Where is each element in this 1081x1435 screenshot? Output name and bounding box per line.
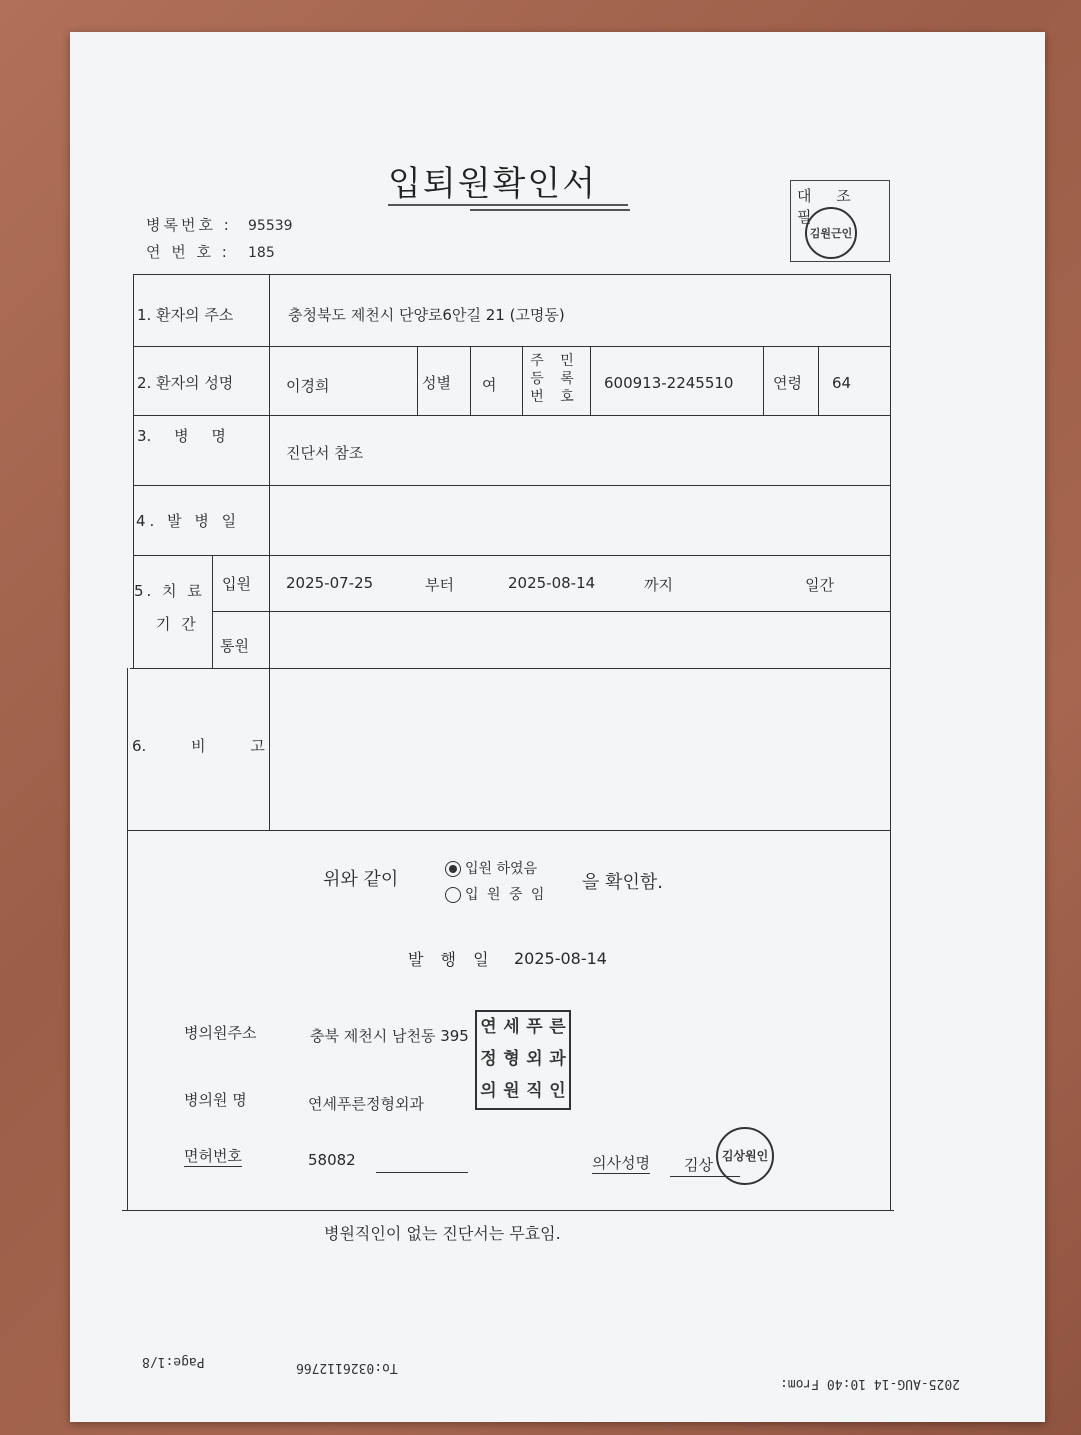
license-label: 면허번호: [184, 1147, 242, 1165]
seal-char: 의: [480, 1081, 497, 1101]
seal-char: 푸: [526, 1017, 543, 1037]
patient-address: 충청북도 제천시 단양로6안길 21 (고명동): [288, 306, 565, 324]
seal-char: 외: [526, 1049, 543, 1069]
inpatient-label: 입원: [222, 575, 251, 593]
seal-char: 원: [503, 1081, 520, 1101]
onset-label: 4. 발 병 일: [136, 512, 241, 530]
remarks-label: 6. 비 고: [132, 737, 265, 755]
confirm-option-1: [445, 858, 537, 878]
verification-seal: [805, 207, 857, 259]
fax-to: To:0326112766: [296, 1360, 398, 1375]
outpatient-label: 통원: [220, 637, 249, 655]
table-line: [133, 274, 890, 275]
seal-char: 연: [480, 1017, 497, 1037]
from-date: 2025-07-25: [286, 574, 374, 592]
hospital-seal-stamp: [475, 1010, 571, 1110]
table-line: [590, 346, 591, 415]
title-underline: [388, 204, 628, 206]
period-label-2: 기 간: [156, 615, 199, 633]
license-underline: [376, 1172, 468, 1173]
hospital-addr-label: 병의원주소: [184, 1024, 257, 1042]
table-line: [890, 274, 891, 1210]
seal-char: 른: [549, 1017, 566, 1037]
invalid-notice: 병원직인이 없는 진단서는 무효임.: [324, 1224, 561, 1243]
doctor-label: 의사성명: [592, 1154, 650, 1172]
disease-value: 진단서 참조: [286, 444, 364, 462]
table-line: [133, 346, 890, 347]
serial-no: 185: [248, 245, 275, 261]
hospital-name: 연세푸른정형외과: [308, 1095, 424, 1113]
verification-seal-text: 김원근인: [809, 226, 853, 240]
confirm-option-1-text: 입원 하였음: [465, 861, 538, 877]
days-word: 일간: [805, 576, 834, 594]
confirm-option-2-text: 입 원 중 임: [465, 887, 547, 903]
hospital-addr: 충북 제천시 남천동 395: [310, 1027, 469, 1045]
period-label: 5. 치 료: [134, 582, 205, 600]
table-line: [127, 830, 890, 831]
table-line: [818, 346, 819, 415]
verification-label: 대 조 필: [797, 187, 861, 226]
rrn-label: 주 민 등 록 번 호: [530, 353, 580, 405]
verification-box: [790, 180, 890, 262]
confirm-option-2: [445, 884, 546, 904]
to-date: 2025-08-14: [508, 574, 596, 592]
address-label: 1. 환자의 주소: [137, 306, 234, 324]
table-line: [127, 668, 128, 1210]
table-line: [522, 346, 523, 415]
seal-char: 인: [549, 1081, 566, 1101]
patient-sex: 여: [482, 376, 497, 394]
seal-char: 정: [480, 1049, 497, 1069]
doctor-seal-text: 김상원인: [721, 1149, 769, 1163]
patient-age: 64: [832, 374, 852, 392]
title-underline-2: [470, 209, 630, 211]
table-line: [470, 346, 471, 415]
table-line: [269, 274, 270, 830]
license-no: 58082: [308, 1151, 356, 1169]
issue-label: 발 행 일: [408, 950, 495, 969]
sex-label: 성별: [422, 374, 451, 392]
table-line: [417, 346, 418, 415]
document-title: 입퇴원확인서: [388, 164, 598, 204]
table-line: [133, 555, 890, 556]
age-label: 연령: [773, 374, 802, 392]
issue-date: 2025-08-14: [514, 949, 607, 968]
record-no: 95539: [248, 218, 293, 234]
table-line: [122, 1210, 894, 1211]
patient-rrn: 600913-2245510: [604, 374, 734, 392]
patient-name: 이경희: [286, 377, 330, 395]
from-word: 부터: [425, 576, 454, 594]
disease-label: 3. 병 명: [137, 427, 226, 445]
document-paper: [70, 32, 1045, 1422]
table-line: [212, 555, 213, 668]
doctor-seal: [716, 1127, 774, 1185]
seal-char: 과: [549, 1049, 566, 1069]
serial-no-label: 연 번 호 :: [146, 243, 230, 261]
seal-char: 형: [503, 1049, 520, 1069]
seal-char: 직: [526, 1081, 543, 1101]
seal-char: 세: [503, 1017, 520, 1037]
table-line: [763, 346, 764, 415]
confirm-prefix: 위와 같이: [323, 869, 399, 890]
table-line: [212, 611, 890, 612]
table-line: [133, 274, 134, 668]
doctor-name: 김상: [684, 1156, 713, 1174]
confirm-suffix: 을 확인함.: [582, 872, 663, 893]
table-line: [130, 668, 890, 669]
radio-unchecked-icon: [445, 887, 461, 903]
to-word: 까지: [644, 576, 673, 594]
table-line: [133, 485, 890, 486]
radio-checked-icon: [445, 861, 461, 877]
hospital-name-label: 병의원 명: [184, 1091, 247, 1109]
fax-from: 2025-AUG-14 10:40 From:: [780, 1376, 961, 1391]
record-no-label: 병록번호 :: [146, 216, 232, 234]
table-line: [133, 415, 890, 416]
name-label: 2. 환자의 성명: [137, 374, 234, 392]
fax-page: Page:1/8: [142, 1354, 205, 1369]
